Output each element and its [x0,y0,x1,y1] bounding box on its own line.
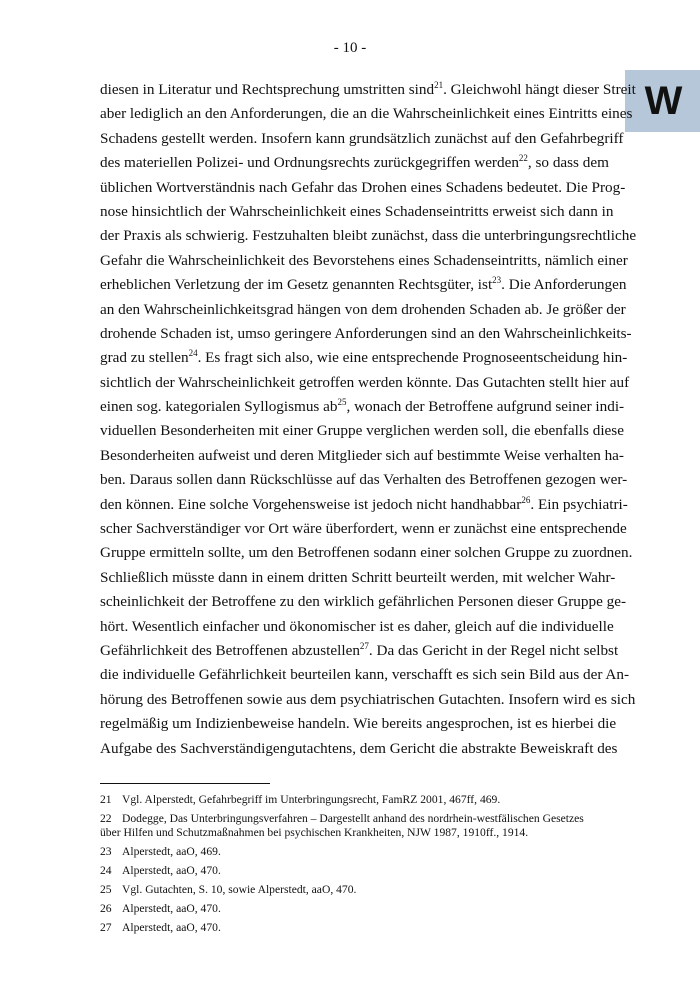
text-line: scheinlichkeit der Betroffene zu den wirklich gefährlichen Personen dieser Gruppe ge- [100,593,627,611]
footnote-ref[interactable]: 25 [337,397,347,408]
footnote-number: 22 [100,812,112,825]
footnote-number: 24 [100,864,112,877]
footnote [100,845,602,859]
footnotes [100,793,602,940]
footnote [100,864,602,878]
page-number: - 10 - [333,40,367,56]
text-line: an den Wahrscheinlichkeitsgrad hängen von dem drohenden Schaden ab. Je größer der [100,300,626,318]
footnote-ref[interactable]: 27 [359,640,369,651]
text-line: einen sog. kategorialen Syllogismus $ab^{25}$, wonach der Betroffene aufgrund seiner indi- [100,397,625,416]
text-line: regelmäßig um Indizienbeweise handeln. Wie bereits angesprochen, ist es hierbei die [100,715,617,733]
body-text [100,78,637,761]
text-line: erheblichen Verletzung der im Gesetz genannten Rechtsgüter, ist$^{23}$. Die Anforderungen [100,275,627,294]
footnote-ref[interactable]: 24 [188,348,198,359]
text-line: üblichen Wortverständnis nach Gefahr das Drohen eines Schadens bedeutet. Die Prog- [100,178,626,196]
text-line: Gefahr die Wahrscheinlichkeit des Bevorstehens eines Schadenseintritts, nämlich einer [100,251,628,269]
text-line: sichtlich der Wahrscheinlichkeit getroffen werden könnte. Das Gutachten stellt hier auf [100,373,630,391]
footnote-ref[interactable]: 22 [518,153,528,164]
footnote-text: Vgl. Alperstedt, Gefahrbegriff im Unterbringungsrecht, FamRZ 2001, 467ff, 469. [122,793,501,806]
footnote [100,793,602,807]
text-line: die individuelle Gefährlichkeit beurteilen kann, verschafft es sich sein Bild aus der An- [100,666,630,684]
text-line: Aufgabe des Sachverständigengutachtens, dem Gericht die abstrakte Beweiskraft des [100,739,618,757]
text-line: Besonderheiten aufweist und deren Mitglieder sich auf bestimmte Weise verhalten ha- [100,446,624,464]
footnote-text: Dodegge, Das Unterbringungsverfahren – Dargestellt anhand des nordrhein-westfälischen Gesetzes [122,812,584,825]
text-line: Gruppe ermitteln sollte, um den Betroffenen sodann einer solchen Gruppe zu zuordnen. [100,544,633,562]
text-line: scher Sachverständiger vor Ort wäre überfordert, wenn er zunächst eine entsprechende [100,520,627,538]
text-line: hörung des Betroffenen sowie aus dem psychiatrischen Gutachten. Insofern wird es sich [100,690,636,708]
text-line: grad zu stellen$^{24}$. Es fragt sich also, wie eine entsprechende Prognoseentscheidung hin- [100,348,628,367]
text-line: nose hinsichtlich der Wahrscheinlichkeit eines Schadenseintritts erweist sich dann in [100,202,614,220]
footnote [100,883,602,897]
footnote-number: 23 [100,845,112,858]
text-line: hört. Wesentlich einfacher und ökonomischer ist es daher, gleich auf die individuelle [100,617,614,635]
text-line: des materiellen Polizei- und Ordnungsrechts zurückgegriffen werden$^{22}$, so dass dem [100,153,609,172]
footnote-number: 25 [100,883,112,896]
text-line: Schadens gestellt werden. Insofern kann grundsätzlich zunächst auf den Gefahrbegriff [100,129,624,147]
footnote-number: 26 [100,902,112,915]
footnote-ref[interactable]: 23 [492,275,502,286]
footnote [100,902,602,916]
footnote-text: Alperstedt, aaO, 469. [122,845,221,858]
footnote-text-continued: über Hilfen und Schutzmaßnahmen bei psychischen Krankheiten, NJW 1987, 1910ff., 1914. [100,826,529,839]
text-line: ben. Daraus sollen dann Rückschlüsse auf das Verhalten des Betroffenen gezogen wer- [100,471,628,489]
footnote-separator [100,783,270,784]
footnote-text: Vgl. Gutachten, S. 10, sowie Alperstedt, aaO, 470. [122,883,357,896]
footnote-ref[interactable]: 26 [521,494,531,505]
footnote-number: 21 [100,793,112,806]
footnote [100,921,602,935]
text-line: viduellen Besonderheiten mit einer Gruppe verglichen werden soll, die ebenfalls diese [100,422,624,440]
footnote [100,812,602,840]
footnote-text: Alperstedt, aaO, 470. [122,864,221,877]
logo-badge: W [625,70,700,132]
text-line: drohende Schaden ist, umso geringere Anforderungen sind an den Wahrscheinlichkeits- [100,324,632,342]
text-line: diesen in Literatur und Rechtsprechung umstritten sind$^{21}$. Gleichwohl hängt dieser Streit [100,80,636,98]
text-line: den können. Eine solche Vorgehensweise ist jedoch nicht handhabbar$^{26}$. Ein psychiatri- [100,494,628,513]
text-line: Gefährlichkeit des Betroffenen abzustellen$^{27}$. Da das Gericht in der Regel nicht selbst [100,640,619,659]
text-line: der Praxis als schwierig. Festzuhalten bleibt zunächst, dass die unterbringungsrechtliche [100,227,637,245]
footnote-text: Alperstedt, aaO, 470. [122,902,221,915]
footnote-number: 27 [100,921,112,934]
footnote-text: Alperstedt, aaO, 470. [122,921,221,934]
text-line: Schließlich müsste dann in einem dritten Schritt beurteilt werden, mit welcher Wahr- [100,568,616,586]
text-line: aber lediglich an den Anforderungen, die an die Wahrscheinlichkeit eines Eintritts eines [100,105,633,123]
footnote-ref[interactable]: 21 [434,80,444,90]
